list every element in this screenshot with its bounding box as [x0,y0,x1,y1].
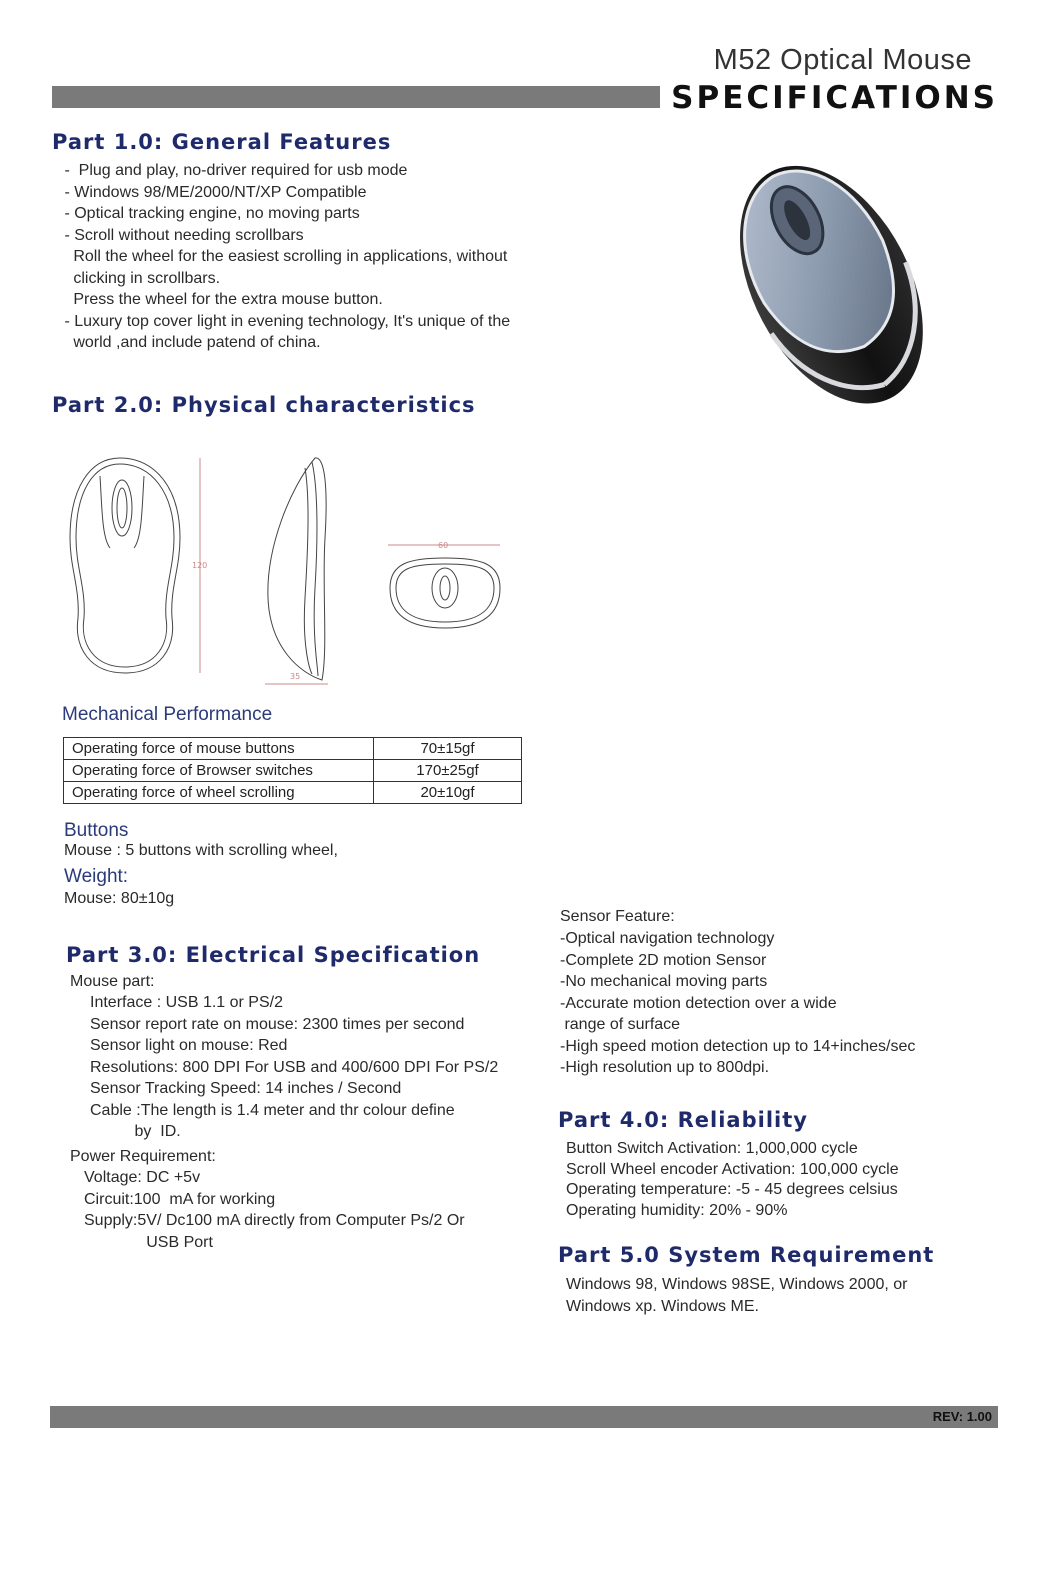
power-title: Power Requirement: [70,1148,216,1165]
reliability-specs [566,1139,1006,1221]
front-view-drawing [388,545,500,628]
feature-line: - Plug and play, no-driver required for usb mode [60,162,408,179]
feature-line: Press the wheel for the extra mouse button. [60,291,383,308]
feature-line: world ,and include patend of china. [60,334,321,351]
product-title: M52 Optical Mouse [713,44,972,76]
table-cell-label: Operating force of Browser switches [64,760,374,782]
power-line: USB Port [84,1233,213,1251]
sensor-line: -High resolution up to 800dpi. [560,1059,770,1076]
power-specs [84,1167,554,1253]
feature-line: - Luxury top cover light in evening technology, It's unique of the [60,312,511,330]
sensor-line: -Complete 2D motion Sensor [560,951,767,969]
reliability-line: Operating temperature: -5 - 45 degrees celsius [566,1181,898,1198]
table-row [64,760,522,782]
table-cell-value: 70±15gf [374,738,522,760]
requirement-line: Windows xp. Windows ME. [566,1297,759,1315]
sensor-line: -No mechanical moving parts [560,973,768,990]
spec-line: Sensor Tracking Speed: 14 inches / Second [90,1080,402,1097]
table-cell-value: 20±10gf [374,782,522,804]
feature-line: - Windows 98/ME/2000/NT/XP Compatible [60,183,367,201]
width-label: 60 [438,541,449,550]
power-line: Voltage: DC +5v [84,1169,201,1186]
spec-line: Sensor report rate on mouse: 2300 times per second [90,1015,465,1033]
sensor-line: range of surface [560,1016,681,1033]
mouse-part-title: Mouse part: [70,973,155,990]
table-cell-label: Operating force of mouse buttons [64,738,374,760]
part1-features [60,160,620,354]
technical-drawings [60,448,520,693]
table-cell-value: 170±25gf [374,760,522,782]
sensor-features [560,928,1020,1079]
spec-line: Interface : USB 1.1 or PS/2 [90,994,283,1011]
system-requirements [566,1274,1006,1317]
reliability-line: Operating humidity: 20% - 90% [566,1201,788,1219]
header-bar [52,86,660,108]
sensor-title: Sensor Feature: [560,908,675,925]
part1-heading: Part 1.0: General Features [52,130,392,154]
spec-line: by ID. [90,1123,181,1140]
feature-line: Roll the wheel for the easiest scrolling in applications, without [60,248,508,265]
buttons-title: Buttons [64,820,129,841]
part2-heading: Part 2.0: Physical characteristics [52,393,476,417]
height-label: 35 [290,672,301,681]
sensor-line: -Optical navigation technology [560,930,775,947]
reliability-line: Button Switch Activation: 1,000,000 cycle [566,1140,858,1157]
table-row [64,782,522,804]
table-row [64,738,522,760]
sensor-line: -Accurate motion detection over a wide [560,994,837,1012]
table-cell-label: Operating force of wheel scrolling [64,782,374,804]
part3-heading: Part 3.0: Electrical Specification [66,943,481,967]
mechanical-performance-title: Mechanical Performance [62,704,273,725]
spec-line: Sensor light on mouse: Red [90,1037,288,1054]
length-label: 120 [192,561,208,570]
part4-heading: Part 4.0: Reliability [558,1108,808,1132]
part5-heading: Part 5.0 System Requirement [558,1243,935,1267]
footer-bar [50,1406,998,1428]
weight-text: Mouse: 80±10g [64,890,175,907]
requirement-line: Windows 98, Windows 98SE, Windows 2000, or [566,1276,908,1293]
spec-line: Cable :The length is 1.4 meter and thr colour define [90,1101,455,1119]
mouse-product-image [720,150,940,415]
feature-line: clicking in scrollbars. [60,269,221,287]
revision-label: REV: 1.00 [932,1409,992,1424]
side-view-drawing [265,458,328,684]
spec-line: Resolutions: 800 DPI For USB and 400/600 DPI For PS/2 [90,1058,499,1076]
mouse-part-specs [90,992,550,1143]
weight-title: Weight: [64,866,129,887]
document-title: SPECIFICATIONS [671,80,998,116]
top-view-drawing [70,458,200,673]
power-line: Circuit:100 mA for working [84,1190,276,1208]
mechanical-performance-table [63,737,522,804]
feature-line: - Scroll without needing scrollbars [60,226,304,244]
buttons-text: Mouse : 5 buttons with scrolling wheel, [64,842,338,859]
power-line: Supply:5V/ Dc100 mA directly from Computer Ps/2 Or [84,1212,465,1229]
reliability-line: Scroll Wheel encoder Activation: 100,000 cycle [566,1160,899,1178]
feature-line: - Optical tracking engine, no moving parts [60,205,360,222]
sensor-line: -High speed motion detection up to 14+inches/sec [560,1037,916,1055]
